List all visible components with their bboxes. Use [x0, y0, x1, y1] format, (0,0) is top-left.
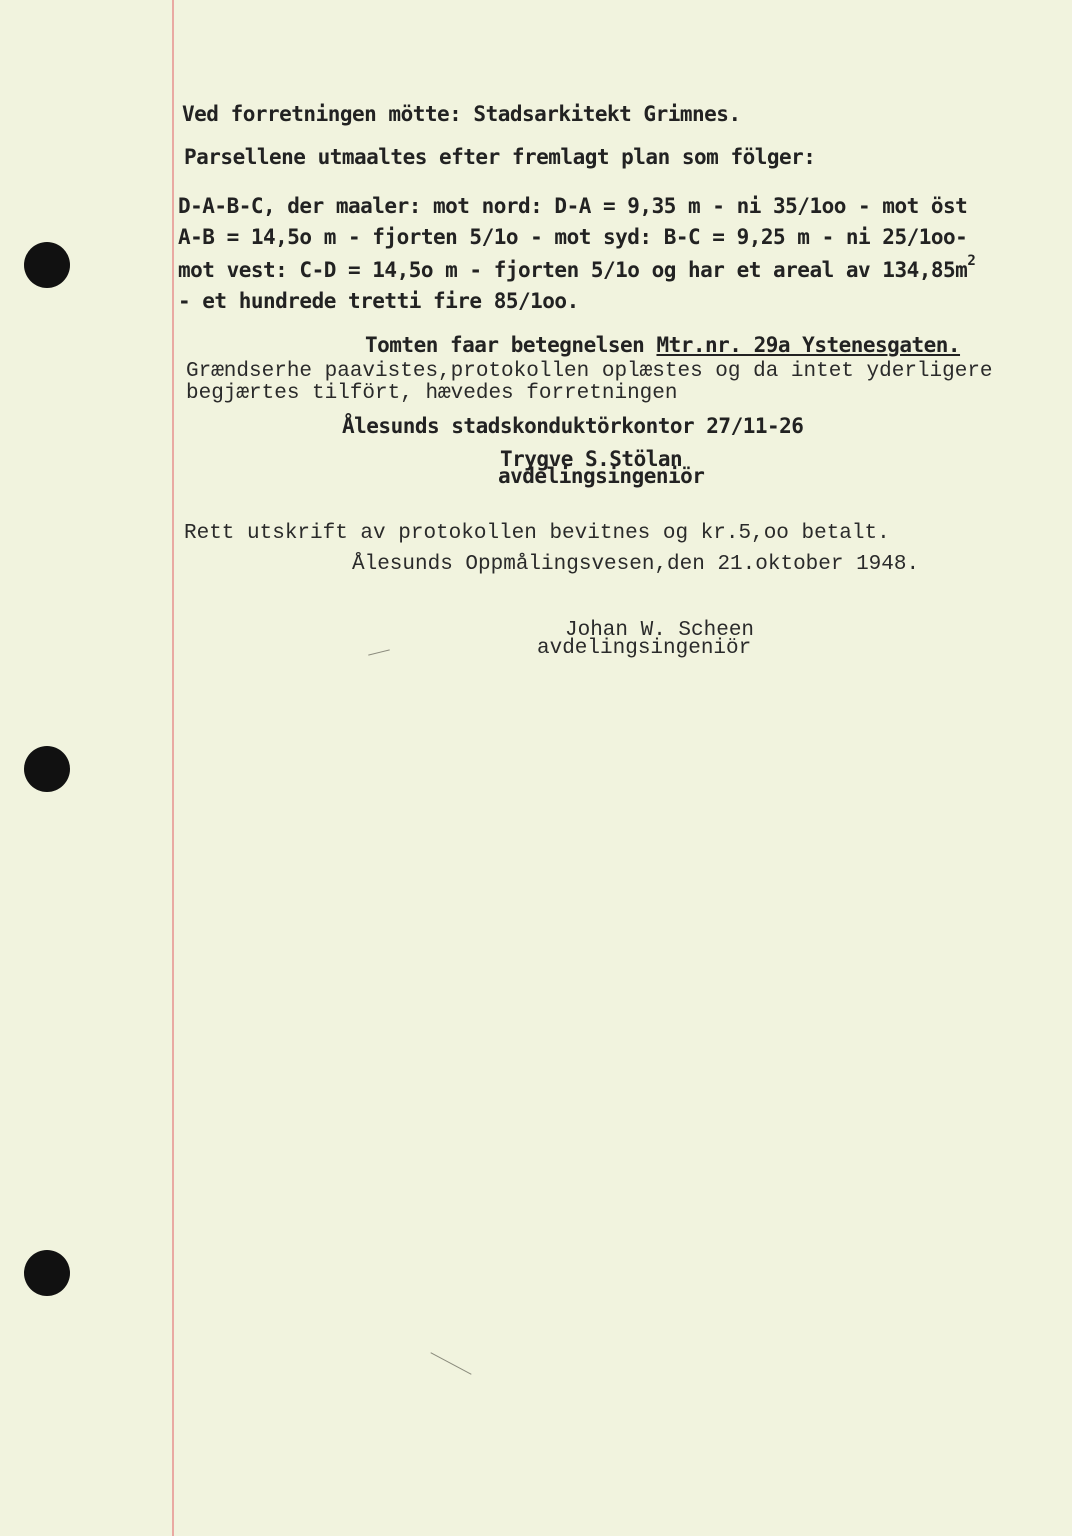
parcel-plan-line: Parsellene utmaaltes efter fremlagt plan som fölger: [184, 145, 816, 169]
measurement-line-1: D-A-B-C, der maaler: mot nord: D-A = 9,35 m - ni 35/1oo - mot öst [178, 194, 968, 218]
measurement-line-3 [178, 253, 976, 282]
signature-1-name: Trygve S.Stölan [500, 447, 683, 471]
designation-line [365, 335, 960, 356]
certification-place-date: Ålesunds Oppmålingsvesen,den 21.oktober 1948. [352, 553, 920, 576]
signature-2-title: avdelingsingeniör [537, 637, 752, 660]
designation-value: Mtr.nr. 29a Ystenesgaten. [656, 333, 961, 357]
pencil-mark-lower [430, 1352, 471, 1374]
designation-prefix: Tomten faar betegnelsen [365, 333, 645, 357]
certification-line: Rett utskrift av protokollen bevitnes og kr.5,oo betalt. [184, 522, 890, 545]
pencil-mark [368, 649, 390, 655]
punch-hole-middle [24, 746, 70, 792]
closing-line-2: begjærtes tilfört, hævedes forretningen [186, 382, 678, 405]
measurement-line-3-text: mot vest: C-D = 14,5o m - fjorten 5/1o og har et areal av 134,85 [178, 258, 956, 282]
area-unit: m [955, 258, 968, 282]
punch-hole-bottom [24, 1250, 70, 1296]
punch-hole-top [24, 242, 70, 288]
office-date-line: Ålesunds stadskonduktörkontor 27/11-26 [342, 414, 804, 438]
area-exponent: 2 [967, 253, 976, 269]
signature-2-name: Johan W. Scheen [565, 619, 755, 642]
attendance-line: Ved forretningen mötte: Stadsarkitekt Grimnes. [182, 102, 741, 126]
margin-line [172, 0, 174, 1536]
signature-1-title: avdelingsingeniör [498, 464, 705, 488]
closing-line-1: Grændserhe paavistes,protokollen oplæstes og da intet yderligere [186, 360, 993, 383]
area-in-words-line: - et hundrede tretti fire 85/1oo. [178, 289, 579, 313]
measurement-line-2: A-B = 14,5o m - fjorten 5/1o - mot syd: B-C = 9,25 m - ni 25/1oo- [178, 225, 968, 249]
